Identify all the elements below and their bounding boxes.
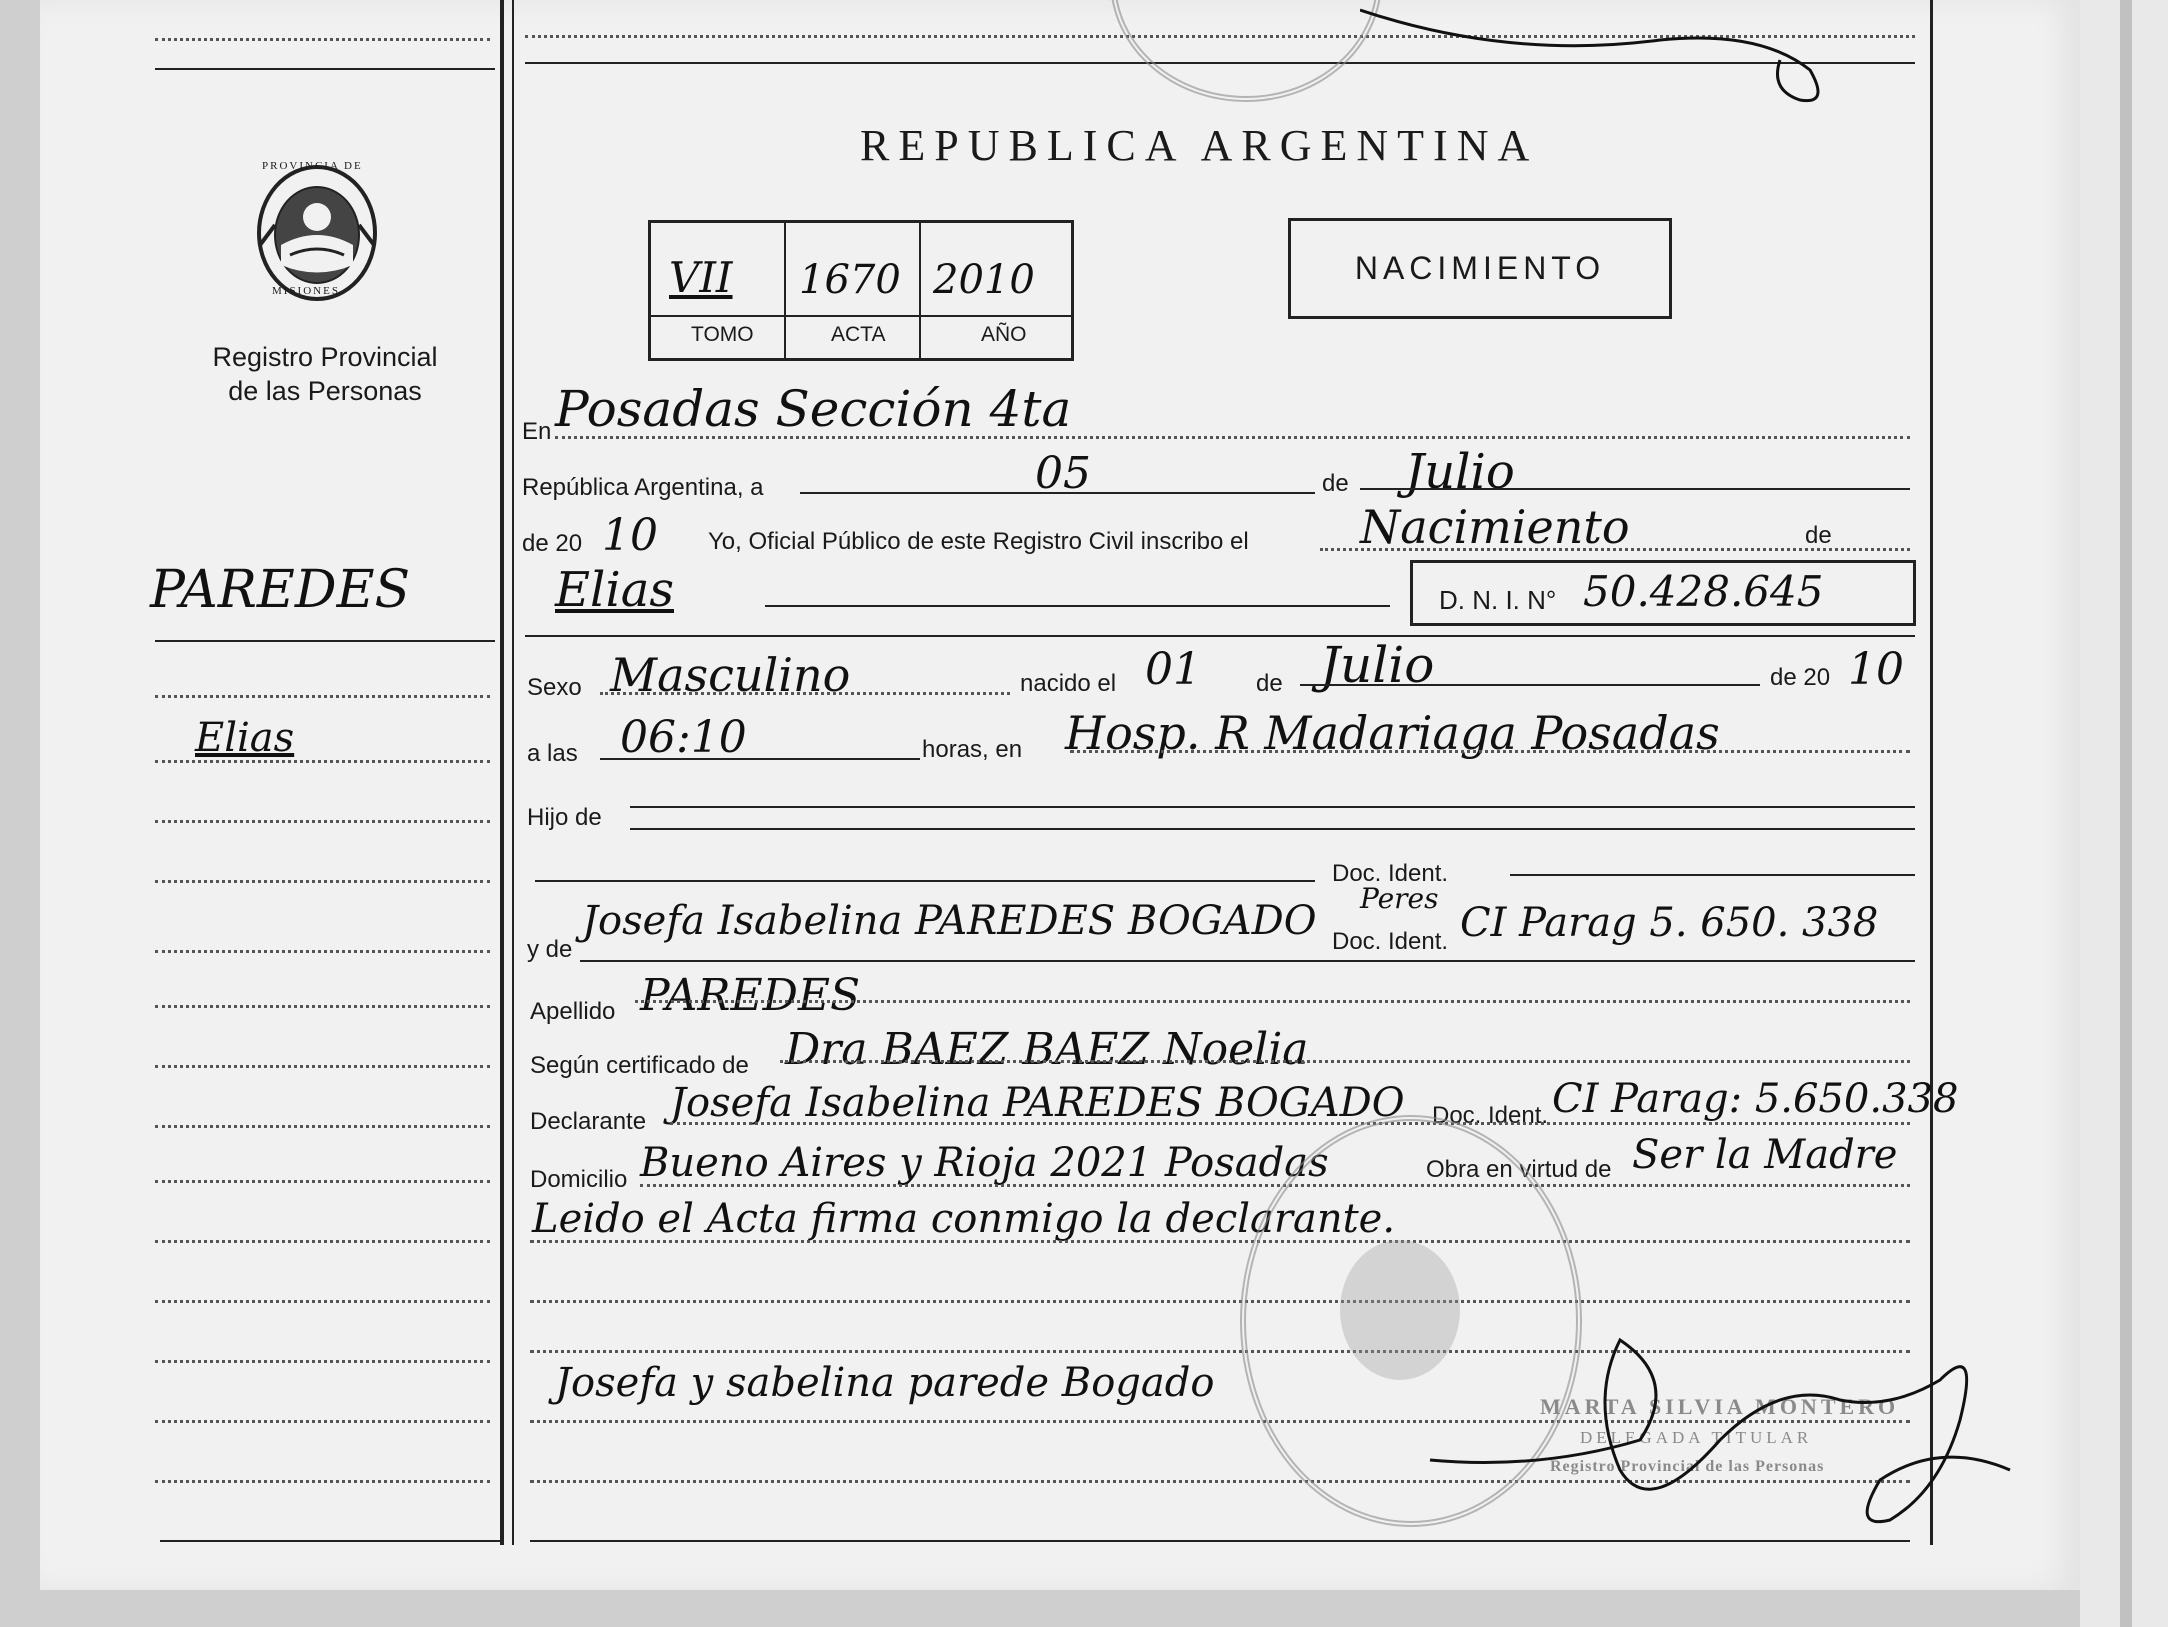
record-box — [648, 220, 1074, 361]
record-box-divider — [784, 223, 786, 358]
declarante-value: Josefa Isabelina PAREDES BOGADO — [670, 1080, 1405, 1126]
emblem-text-bottom: MISIONES — [272, 285, 340, 297]
registry-name-line2: de las Personas — [228, 376, 422, 406]
form-line — [630, 828, 1915, 830]
de-label: de — [1322, 470, 1349, 497]
mother-doc-value: CI Parag 5. 650. 338 — [1460, 900, 1879, 946]
record-type-box: NACIMIENTO — [1288, 218, 1672, 319]
declarante-label: Declarante — [530, 1108, 647, 1135]
a-las-label: a las — [527, 740, 578, 767]
margin-line — [160, 1540, 500, 1542]
year-prefix: de 20 — [522, 530, 583, 557]
apellido-value: PAREDES — [640, 970, 861, 1021]
page-title: REPUBLICA ARGENTINA — [860, 121, 1539, 170]
margin-line — [155, 950, 490, 953]
page-edge-shadow — [2120, 0, 2132, 1627]
margin-line — [155, 820, 490, 823]
hour-value: 06:10 — [620, 712, 747, 763]
official-title: DELEGADA TITULAR — [1580, 1428, 1813, 1447]
registry-name-line1: Registro Provincial — [212, 342, 438, 372]
nacido-label: nacido el — [1020, 670, 1117, 697]
margin-surname: PAREDES — [150, 560, 411, 620]
form-line — [1360, 488, 1910, 490]
apellido-label: Apellido — [530, 998, 616, 1025]
dni-value: 50.428.645 — [1583, 567, 1824, 616]
form-line — [1300, 684, 1760, 686]
form-line — [1510, 874, 1915, 876]
record-box-divider — [651, 315, 1071, 317]
day-value: 05 — [1035, 448, 1091, 499]
official-name: MARTA SILVIA MONTERO — [1540, 1394, 1900, 1419]
form-line — [525, 635, 1915, 637]
republica-label: República Argentina, a — [522, 474, 764, 501]
margin-line — [155, 1005, 490, 1008]
dni-box — [1410, 560, 1916, 626]
declarant-signature: Josefa y sabelina parede Bogado — [555, 1360, 1215, 1406]
form-line — [555, 436, 1910, 439]
margin-line — [155, 1240, 490, 1243]
doc-ident-label-1: Doc. Ident. — [1332, 860, 1449, 887]
dni-label: D. N. I. N° — [1439, 585, 1557, 615]
child-name-value: Elias — [555, 562, 674, 618]
form-line — [780, 1060, 1910, 1063]
certificado-value: Dra BAEZ BAEZ Noelia — [785, 1024, 1309, 1075]
sexo-label: Sexo — [527, 674, 582, 701]
form-line — [1320, 548, 1910, 551]
margin-line — [155, 38, 490, 41]
acta-value: 1670 — [799, 257, 901, 303]
margin-line — [155, 640, 495, 642]
margin-line — [155, 68, 495, 70]
emblem-text-top: PROVINCIA DE — [262, 160, 363, 172]
right-border — [1930, 0, 1933, 1545]
y-de-label: y de — [527, 936, 573, 963]
margin-line — [155, 880, 490, 883]
margin-line — [155, 760, 490, 763]
event-value: Nacimiento — [1360, 500, 1630, 554]
en-value: Posadas Sección 4ta — [555, 380, 1072, 438]
officer-signature — [1420, 1320, 2020, 1550]
form-line — [535, 880, 1315, 882]
year-suffix-value: 10 — [602, 510, 658, 561]
sexo-value: Masculino — [610, 648, 851, 702]
mother-extra-value: Peres — [1360, 882, 1439, 915]
obra-value: Ser la Madre — [1632, 1132, 1898, 1178]
certificado-label: Según certificado de — [530, 1052, 749, 1079]
anio-value: 2010 — [933, 257, 1035, 303]
form-line — [530, 1300, 1910, 1303]
margin-line — [155, 1180, 490, 1183]
form-line — [580, 960, 1915, 962]
closing-note: Leido el Acta firma conmigo la declarante. — [532, 1196, 1396, 1242]
doc-ident-label-2: Doc. Ident. — [1332, 928, 1449, 955]
margin-given-name: Elias — [195, 715, 295, 761]
birth-year-suffix-value: 10 — [1848, 644, 1904, 695]
margin-line — [155, 695, 490, 698]
declarante-doc-value: CI Parag: 5.650.338 — [1552, 1076, 1959, 1122]
margin-line — [155, 1125, 490, 1128]
margin-line — [155, 1480, 490, 1483]
form-line — [630, 806, 1915, 808]
de-label-2: de — [1805, 522, 1832, 549]
top-signature — [1360, 0, 1860, 110]
margin-divider-inner — [512, 0, 514, 1545]
form-line — [635, 1000, 1910, 1003]
month-value: Julio — [1405, 444, 1515, 500]
record-box-divider — [919, 223, 921, 358]
horas-label: horas, en — [922, 736, 1023, 763]
domicilio-value: Bueno Aires y Rioja 2021 Posadas — [640, 1140, 1329, 1186]
birth-year-prefix: de 20 — [1770, 664, 1831, 691]
domicilio-label: Domicilio — [530, 1166, 628, 1193]
de-label-3: de — [1256, 670, 1283, 697]
form-line — [765, 605, 1390, 607]
place-value: Hosp. R Madariaga Posadas — [1065, 706, 1720, 760]
form-line — [530, 1240, 1910, 1243]
margin-line — [155, 1065, 490, 1068]
doc-ident-label-3: Doc. Ident. — [1432, 1102, 1549, 1129]
en-label: En — [522, 418, 552, 445]
mother-value: Josefa Isabelina PAREDES BOGADO — [582, 898, 1317, 944]
form-line — [600, 758, 920, 760]
obra-label: Obra en virtud de — [1426, 1156, 1612, 1183]
acta-label: ACTA — [831, 323, 886, 346]
tomo-label: TOMO — [691, 323, 754, 346]
birth-day-value: 01 — [1145, 644, 1201, 695]
official-office: Registro Provincial de las Personas — [1550, 1458, 1825, 1475]
tomo-value: VII — [669, 253, 733, 302]
margin-line — [155, 1420, 490, 1423]
yo-label: Yo, Oficial Público de este Registro Civil inscribo el — [708, 528, 1249, 555]
birth-month-value: Julio — [1320, 636, 1435, 694]
form-line — [1070, 750, 1910, 753]
margin-line — [155, 1360, 490, 1363]
form-line — [600, 692, 1010, 695]
hijo-label: Hijo de — [527, 804, 602, 831]
margin-divider — [500, 0, 504, 1545]
form-line — [670, 1122, 1910, 1125]
anio-label: AÑO — [981, 323, 1027, 346]
margin-line — [155, 1300, 490, 1303]
form-line — [640, 1184, 1910, 1187]
